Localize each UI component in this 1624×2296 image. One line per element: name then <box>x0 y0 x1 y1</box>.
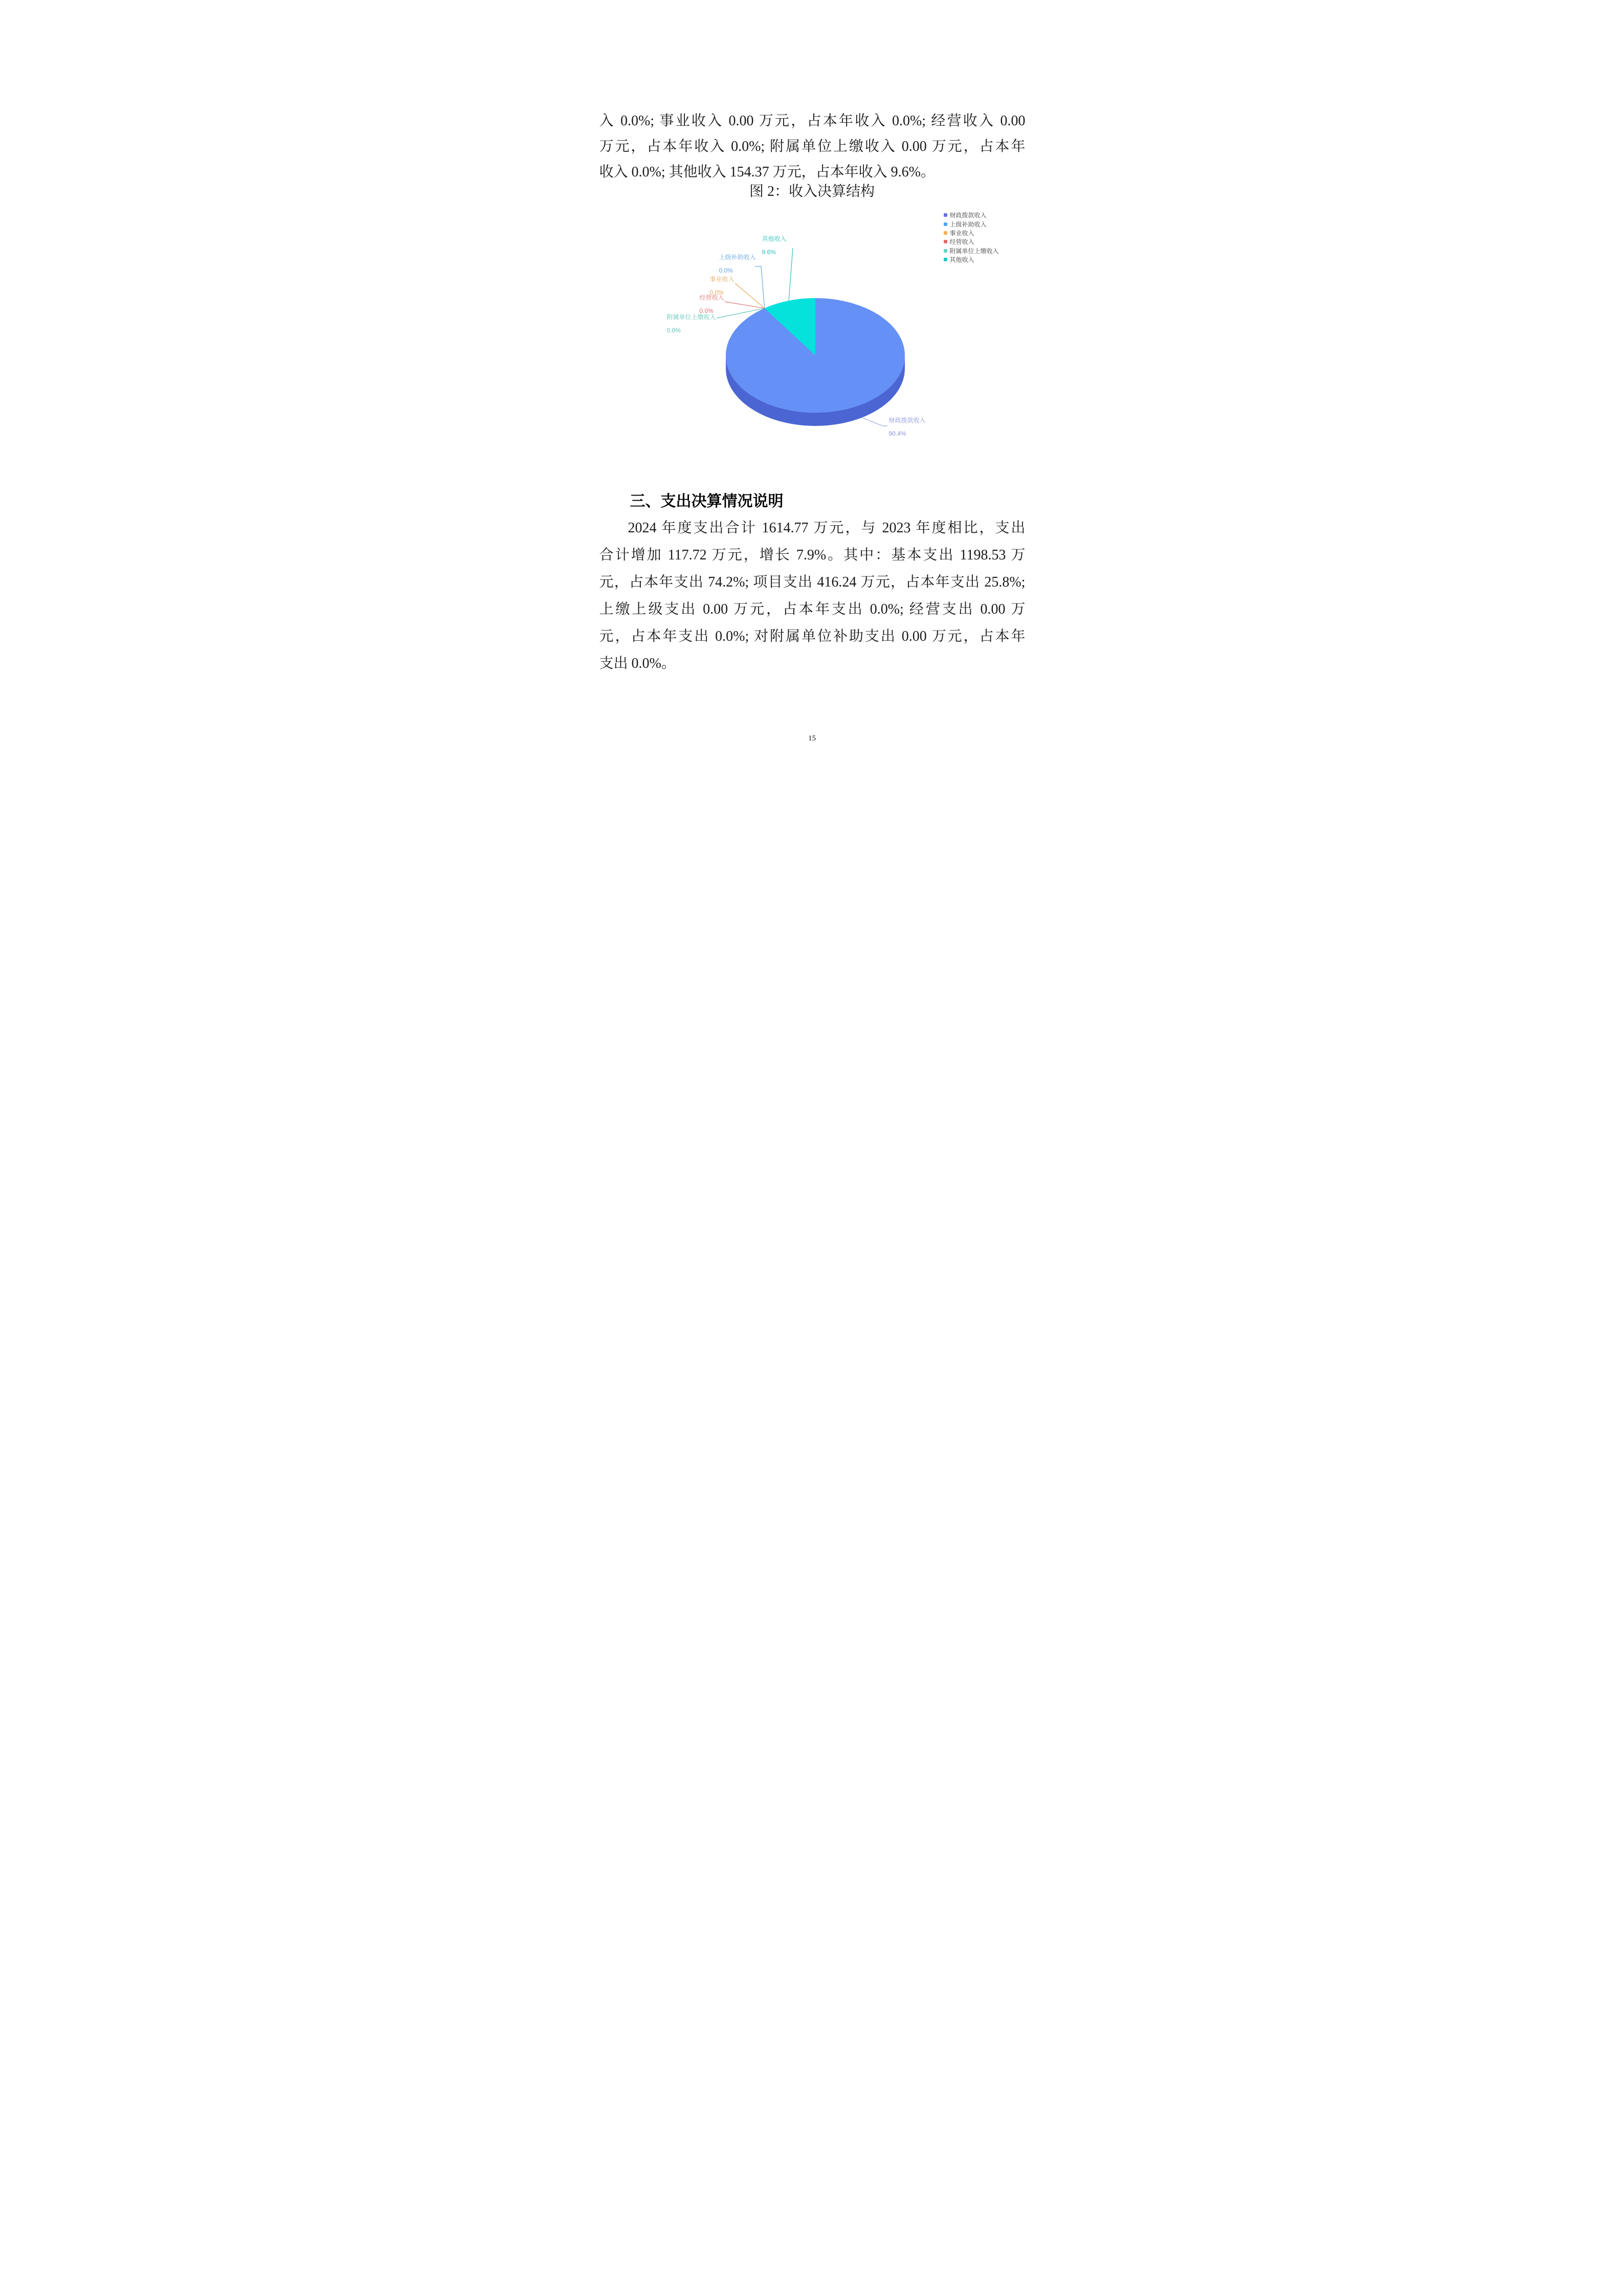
body-line-6: 支出 0.0%。 <box>599 656 676 671</box>
leader-line-operating-income <box>725 302 765 308</box>
body-line-2: 合计增加 117.72 万元，增长 7.9%。其中：基本支出 1198.53 万 <box>599 547 1026 563</box>
pie-label-affiliated-remittance <box>667 310 716 337</box>
chart-legend <box>944 211 999 264</box>
pie-label-other-income <box>762 232 787 259</box>
legend-swatch-icon <box>944 231 947 235</box>
legend-swatch-icon <box>944 222 947 226</box>
intro-line-3: 收入 0.0%; 其他收入 154.37 万元，占本年收入 9.6%。 <box>599 164 935 180</box>
legend-swatch-icon <box>944 213 947 217</box>
legend-label: 经营收入 <box>949 238 974 246</box>
pie-label-name: 附属单位上缴收入 <box>666 313 716 321</box>
expenditure-paragraph <box>599 514 1026 677</box>
legend-label: 事业收入 <box>949 229 974 237</box>
pie-label-fiscal-appropriation <box>889 414 926 440</box>
legend-swatch-icon <box>944 240 947 243</box>
pie-label-value: 0.0% <box>719 267 733 274</box>
legend-label: 其他收入 <box>949 256 974 264</box>
intro-line-1: 入 0.0%; 事业收入 0.00 万元，占本年收入 0.0%; 经营收入 0.00 <box>599 113 1026 129</box>
leader-line-other-income <box>789 248 793 301</box>
income-structure-pie-chart <box>531 205 1094 455</box>
document-page <box>531 0 1094 796</box>
pie-label-name: 财政拨款收入 <box>888 417 926 424</box>
leader-line-superior-subsidy <box>755 266 765 308</box>
legend-item-other-income <box>944 255 999 264</box>
legend-item-operating-income <box>944 237 999 246</box>
pie-label-name: 事业收入 <box>709 276 735 283</box>
pie-label-value: 9.6% <box>762 249 776 256</box>
pie-label-name: 经营收入 <box>699 294 724 301</box>
intro-line-2: 万元，占本年收入 0.0%; 附属单位上缴收入 0.00 万元，占本年 <box>599 139 1026 154</box>
body-line-3: 元，占本年支出 74.2%; 项目支出 416.24 万元，占本年支出 25.8%; <box>599 574 1026 590</box>
legend-swatch-icon <box>944 249 947 253</box>
pie-label-value: 0.0% <box>666 327 681 334</box>
pie-label-name: 上级补助收入 <box>719 254 756 261</box>
legend-swatch-icon <box>944 258 947 261</box>
figure-caption: 图 2：收入决算结构 <box>749 184 875 199</box>
body-line-5: 元，占本年支出 0.0%; 对附属单位补助支出 0.00 万元，占本年 <box>599 628 1026 644</box>
body-line-1: 2024 年度支出合计 1614.77 万元，与 2023 年度相比，支出 <box>628 520 1026 536</box>
pie-label-value: 90.4% <box>888 430 906 437</box>
legend-item-fiscal-appropriation <box>944 211 999 219</box>
legend-label: 财政拨款收入 <box>949 212 987 219</box>
pie-chart-canvas <box>531 205 1094 455</box>
pie-label-name: 其他收入 <box>762 235 787 242</box>
legend-item-superior-subsidy <box>944 219 999 228</box>
intro-paragraph <box>599 108 1026 185</box>
legend-label: 上级补助收入 <box>949 220 987 228</box>
pie-label-value: 0.0% <box>709 289 724 296</box>
leader-line-institutional-income <box>735 283 765 308</box>
legend-item-institutional-income <box>944 229 999 237</box>
pie-label-value: 0.0% <box>699 307 714 314</box>
leader-line-fiscal-appropriation <box>862 418 887 426</box>
page-number: 15 <box>808 734 816 742</box>
section-heading: 三、支出决算情况说明 <box>630 493 784 510</box>
body-line-4: 上缴上级支出 0.00 万元，占本年支出 0.0%; 经营支出 0.00 万 <box>599 601 1026 617</box>
legend-item-affiliated-remittance <box>944 246 999 255</box>
legend-label: 附属单位上缴收入 <box>949 247 999 255</box>
